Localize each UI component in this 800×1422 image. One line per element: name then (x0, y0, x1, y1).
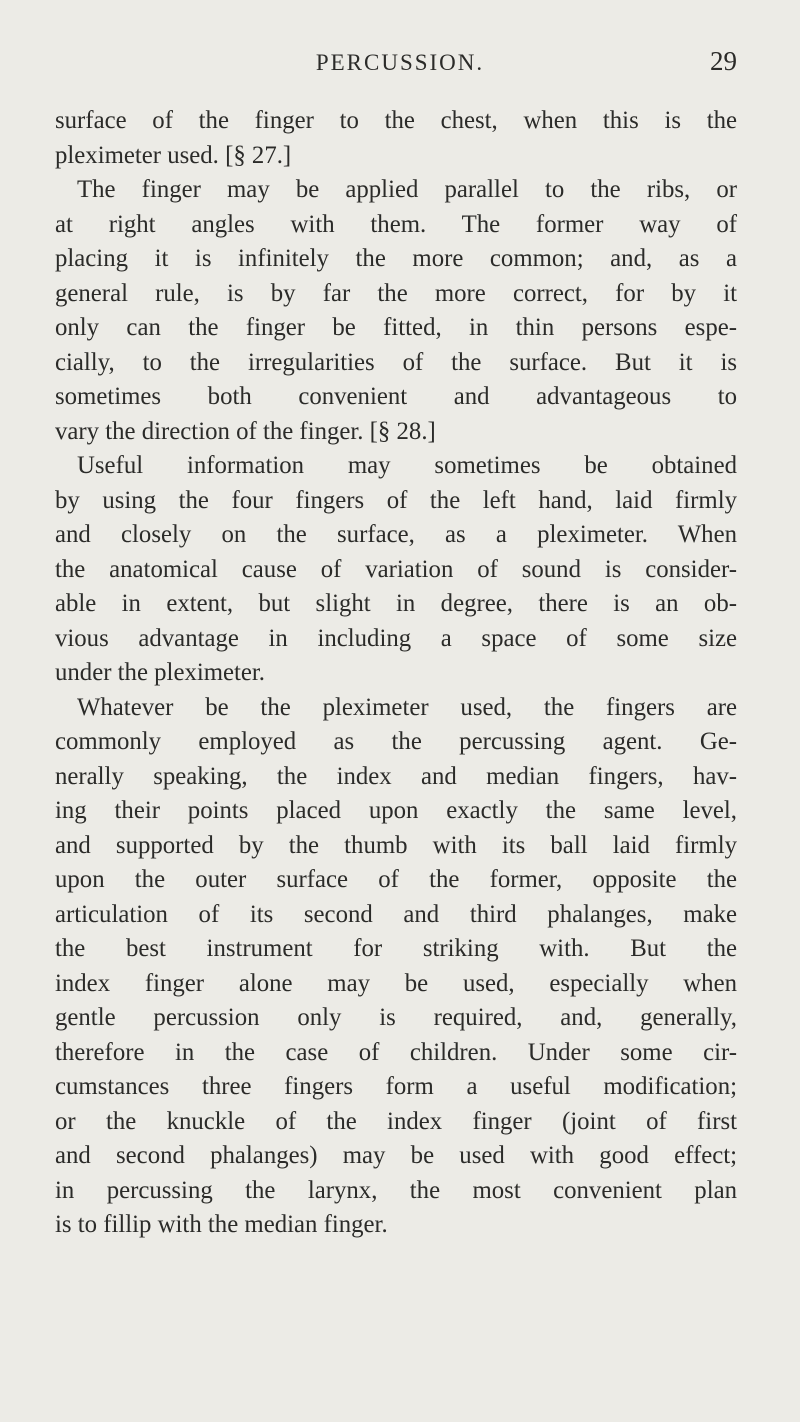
text-line: the best instrument for striking with. But the (55, 935, 737, 962)
text-line: placing it is infinitely the more common; and, as a (55, 245, 737, 272)
text-line: index finger alone may be used, especially when (55, 969, 737, 997)
running-title: PERCUSSION. (315, 50, 485, 75)
text-line: in percussing the larynx, the most convenient plan (55, 1176, 737, 1204)
text-line: or the knuckle of the index finger (joint of first (55, 1107, 737, 1135)
text-line: is to fillip with the median finger. (55, 1211, 388, 1238)
text-line: cumstances three fingers form a useful modification; (55, 1073, 737, 1100)
text-line: therefore in the case of children. Under some cir- (55, 1038, 737, 1066)
text-line: and supported by the thumb with its ball laid firmly (55, 831, 737, 859)
text-line: commonly employed as the percussing agent. Ge- (55, 728, 737, 755)
text-line: general rule, is by far the more correct, for by it (55, 279, 737, 307)
text-line: vious advantage in including a space of some size (55, 624, 737, 652)
text-line: and closely on the surface, as a pleximeter. When (55, 521, 737, 548)
text-line: ing their points placed upon exactly the same level, (55, 797, 737, 824)
page-number: 29 (710, 46, 737, 76)
text-line: by using the four fingers of the left hand, laid firmly (55, 486, 737, 514)
text-line: nerally speaking, the index and median fingers, hav- (55, 762, 737, 790)
paragraph-first-line: Useful information may sometimes be obtained (77, 452, 737, 479)
text-line: at right angles with them. The former way of (55, 210, 737, 238)
text-line: able in extent, but slight in degree, there is an ob- (55, 590, 737, 617)
paragraph-first-line: The finger may be applied parallel to the ribs, or (77, 176, 737, 203)
text-line: gentle percussion only is required, and, generally, (55, 1004, 737, 1031)
text-line: upon the outer surface of the former, opposite the (55, 866, 737, 893)
paragraph-first-line: Whatever be the pleximeter used, the fingers are (77, 693, 737, 721)
text-line: sometimes both convenient and advantageous to (55, 383, 737, 410)
text-line: pleximeter used. [§ 27.] (55, 141, 292, 169)
text-line: only can the finger be fitted, in thin persons espe- (55, 314, 737, 341)
body-text (55, 104, 737, 1243)
text-line: and second phalanges) may be used with good effect; (55, 1142, 737, 1169)
text-line: the anatomical cause of variation of sound is consider- (55, 555, 737, 583)
text-line: articulation of its second and third phalanges, make (55, 900, 737, 928)
text-line: under the pleximeter. (55, 659, 266, 686)
text-line: cially, to the irregularities of the surface. But it is (55, 348, 737, 376)
text-line: surface of the finger to the chest, when this is the (55, 107, 737, 134)
text-line: vary the direction of the finger. [§ 28.] (55, 417, 436, 445)
